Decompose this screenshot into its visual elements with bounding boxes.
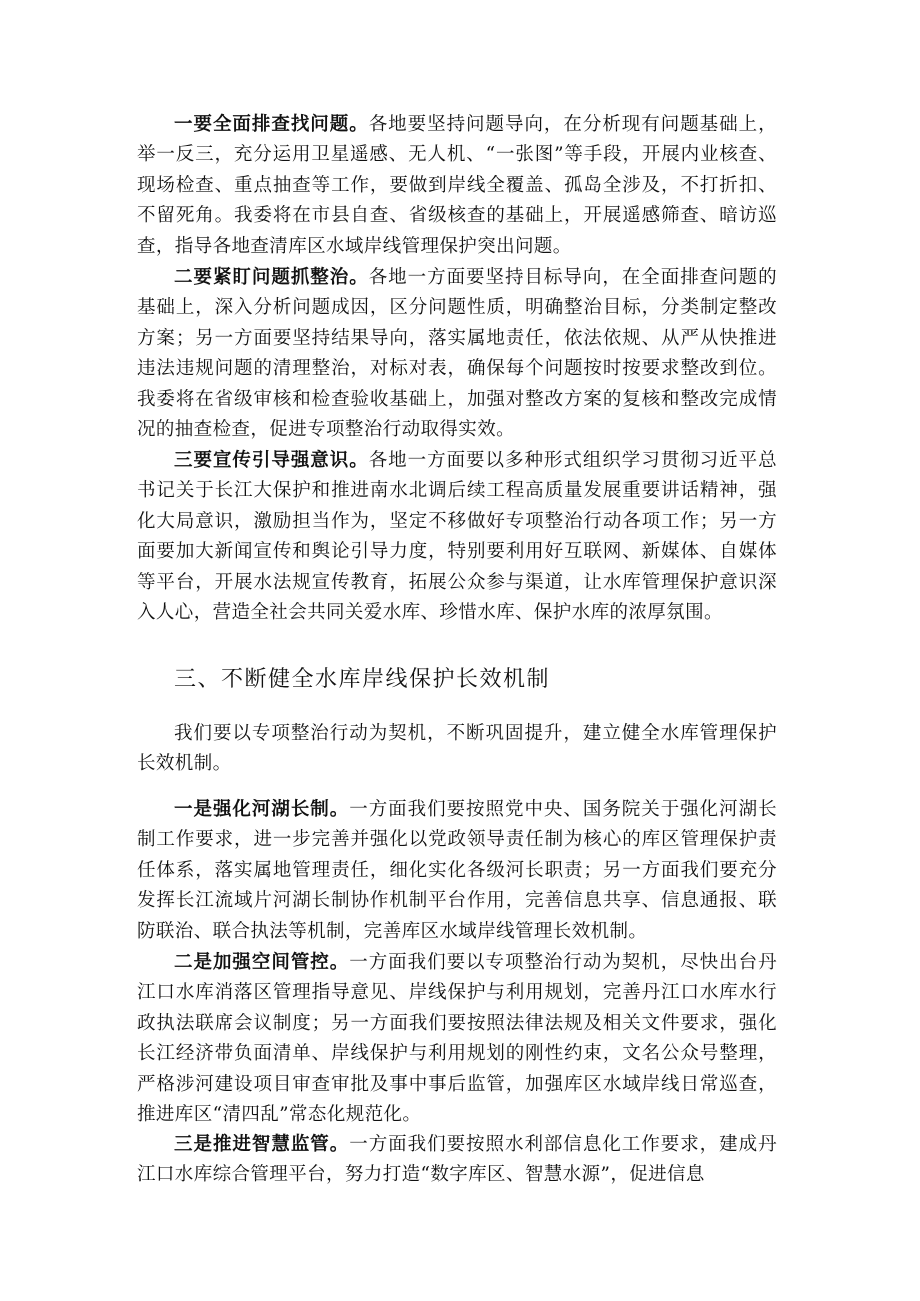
paragraph-publicity [137,446,777,628]
paragraph-body: 一方面我们要按照党中央、国务院关于强化河湖长制工作要求，进一步完善并强化以党政领导责任制为核心的库区管理保护责任体系，落实属地管理责任，细化实化各级河长职责；另一方面我们要充分发挥长江流域片河湖长制协作机制平台作用，完善信息共享、信息通报、联防联治、联合执法等机制，完善库区水域岸线管理长效机制。 [137,799,777,942]
paragraph-body: 一方面我们要按照水利部信息化工作要求，建成丹江口水库综合管理平台，努力打造“数字库区、智慧水源”，促进信息 [137,1134,777,1186]
paragraph-intro: 我们要以专项整治行动为契机，不断巩固提升，建立健全水库管理保护长效机制。 [137,723,777,775]
paragraph-body: 各地要坚持问题导向，在分析现有问题基础上，举一反三，充分运用卫星遥感、无人机、“一张图”等手段，开展内业核查、现场检查、重点抽查等工作，要做到岸线全覆盖、孤岛全涉及，不打折扣、不留死角。我委将在市县自查、省级核查的基础上，开展遥感筛查、暗访巡查，指导各地查清库区水域岸线管理保护突出问题。 [137,114,777,257]
paragraph-lead: 二是加强空间管控。 [174,952,350,973]
paragraph-lead: 一要全面排查找问题。 [174,114,369,135]
paragraph-body: 各地一方面要以多种形式组织学习贯彻习近平总书记关于长江大保护和推进南水北调后续工程高质量发展重要讲话精神，强化大局意识，激励担当作为，坚定不移做好专项整治行动各项工作；另一方面要加大新闻宣传和舆论引导力度，特别要利用好互联网、新媒体、自媒体等平台，开展水法规宣传教育，拓展公众参与渠道，让水库管理保护意识深入人心，营造全社会共同关爱水库、珍惜水库、保护水库的浓厚氛围。 [137,450,777,624]
paragraph-smart-supervision [137,1130,777,1191]
paragraph-investigate [137,110,777,262]
section-heading: 三、不断健全水库岸线保护长效机制 [174,667,551,692]
paragraph-lead: 二要紧盯问题抓整治。 [174,267,369,288]
paragraph-lead: 三要宣传引导强意识。 [174,450,369,471]
paragraph-body: 一方面我们要以专项整治行动为契机，尽快出台丹江口水库消落区管理指导意见、岸线保护与利用规划，完善丹江口水库水行政执法联席会议制度；另一方面我们要按照法律法规及相关文件要求，强化长江经济带负面清单、岸线保护与利用规划的刚性约束，文名公众号整理，严格涉河建设项目审查审批及事中事后监管，加强库区水域岸线日常巡查，推进库区“清四乱”常态化规范化。 [137,952,777,1126]
paragraph-lead: 三是推进智慧监管。 [174,1134,350,1155]
paragraph-space-control [137,948,777,1130]
paragraph-rectify [137,263,777,445]
paragraph-lead: 一是强化河湖长制。 [174,799,350,820]
paragraph-body: 各地一方面要坚持目标导向，在全面排查问题的基础上，深入分析问题成因，区分问题性质，明确整治目标，分类制定整改方案；另一方面要坚持结果导向，落实属地责任，依法依规、从严从快推进违法违规问题的清理整治，对标对表，确保每个问题按时按要求整改到位。我委将在省级审核和检查验收基础上，加强对整改方案的复核和整改完成情况的抽查检查，促进专项整治行动取得实效。 [137,267,777,441]
paragraph-river-chief [137,795,777,947]
